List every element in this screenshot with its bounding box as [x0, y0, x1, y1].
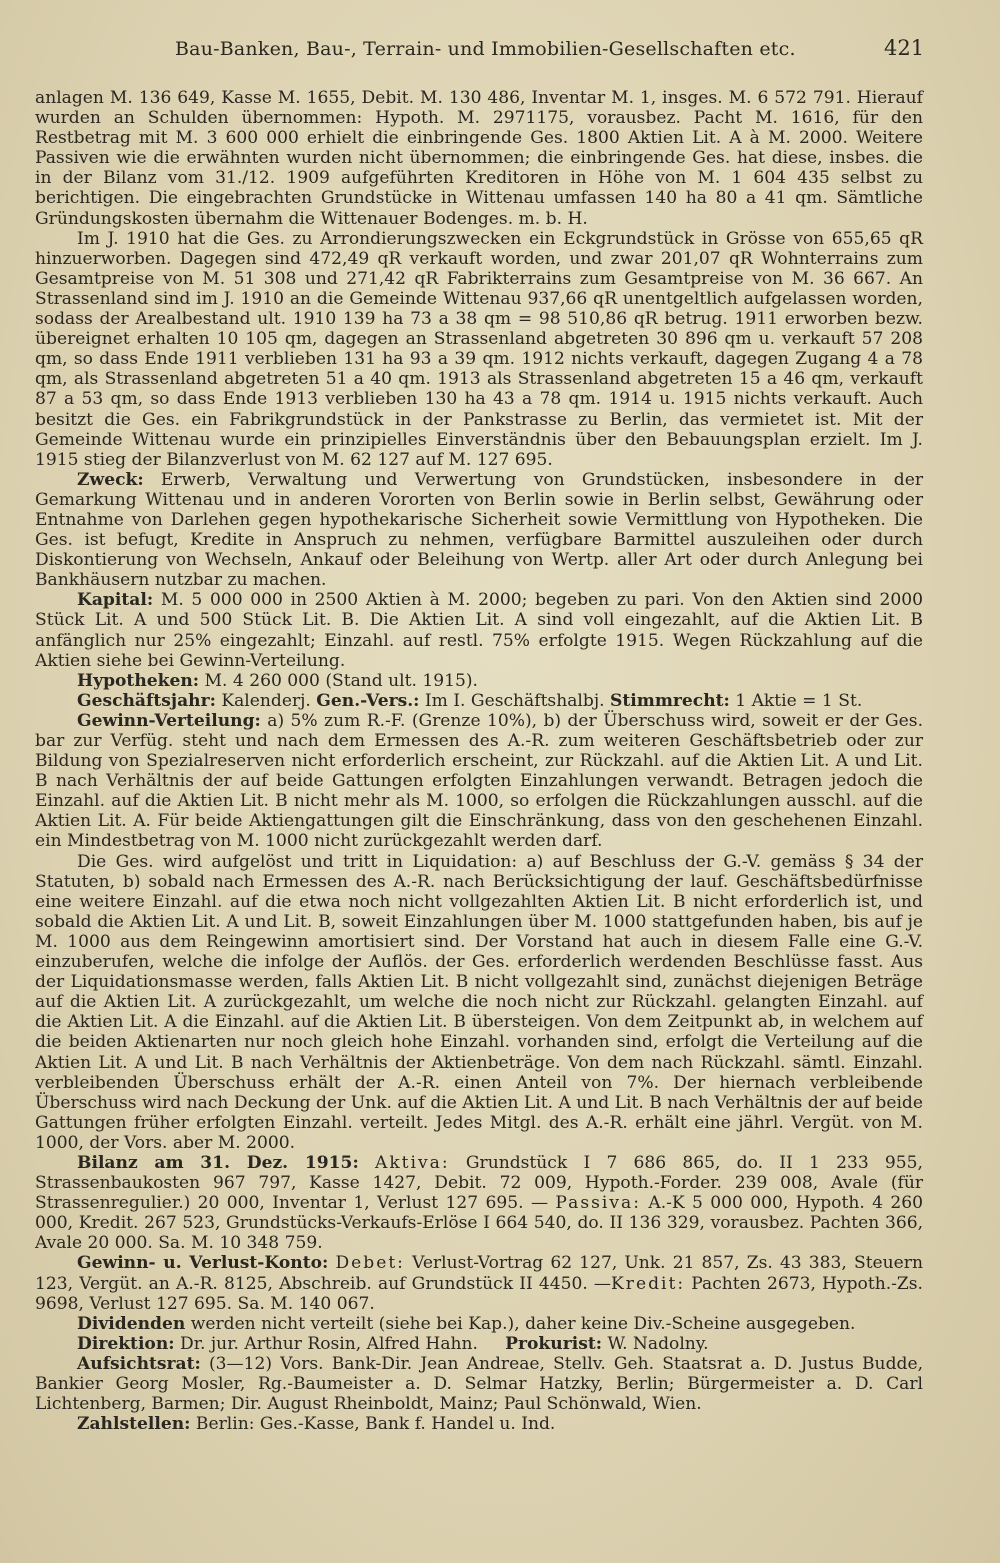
page-header	[0, 36, 1000, 68]
kapital-label: Kapital:	[77, 590, 154, 611]
paragraph-kapital	[35, 590, 923, 670]
paragraph-zweck	[35, 470, 923, 591]
page-number: 421	[884, 36, 925, 60]
zweck-label: Zweck:	[77, 469, 144, 490]
bilanz-passiva-label: Passiva:	[555, 1193, 641, 1214]
paragraph-geschaeftsjahr	[35, 691, 923, 711]
paragraph-direktion	[35, 1334, 923, 1354]
zahlstellen-label: Zahlstellen:	[77, 1414, 191, 1435]
aufsichtsrat-text: (3—12) Vors. Bank-Dir. Jean Andreae, Stellv. Geh. Staatsrat a. D. Justus Budde, Bankier Georg Mosler, Rg.-Baumeister a. D. Selmar Hatzky, Berlin; Bürgermeister a. D. Carl Lichtenberg, Barmen; Dir. August Rheinboldt, Mainz; Paul Schönwald, Wien.	[35, 1353, 923, 1415]
paragraph-aufsichtsrat	[35, 1354, 923, 1414]
prokurist-label: Prokurist:	[505, 1333, 603, 1354]
dividenden-label: Dividenden	[77, 1313, 186, 1334]
hypotheken-text: M. 4 260 000 (Stand ult. 1915).	[204, 670, 478, 691]
hypotheken-label: Hypotheken:	[77, 670, 200, 691]
paragraph-grundbesitz: Im J. 1910 hat die Ges. zu Arrondierungszwecken ein Eckgrundstück in Grösse von 655,65 qR hinzuerworben. Dagegen sind 472,49 qR verkauft worden, und zwar 201,07 qR Wohnterrains zum Gesamtpreise von M. 51 308 und 271,42 qR Fabrikterrains zum Gesamtpreise von M. 36 667. An Strassenland sind im J. 1910 an die Gemeinde Wittenau 937,66 qR unentgeltlich aufgelassen worden, sodass der Arealbestand ult. 1910 139 ha 73 a 38 qm = 98 510,86 qR betrug. 1911 erworben bezw. übereignet erhalten 10 105 qm, dagegen an Strassenland abgetreten 30 896 qm u. verkauft 57 208 qm, so dass Ende 1911 verblieben 131 ha 93 a 39 qm. 1912 nichts verkauft, dagegen Zugang 4 a 78 qm, als Strassenland abgetreten 51 a 40 qm. 1913 als Strassenland abgetreten 15 a 46 qm, verkauft 87 a 53 qm, so dass Ende 1913 verblieben 130 ha 43 a 78 qm. 1914 u. 1915 nichts verkauft. Auch besitzt die Ges. ein Fabrikgrundstück in der Pankstrasse zu Berlin, das vermietet ist. Mit der Gemeinde Wittenau wurde ein prinzipielles Einverständnis über den Bebauungsplan erzielt. Im J. 1915 stieg der Bilanzverlust von M. 62 127 auf M. 127 695.	[35, 228, 923, 470]
bilanz-label: Bilanz am 31. Dez. 1915:	[77, 1152, 359, 1173]
article-body	[35, 88, 923, 1434]
genvers-text: Im I. Geschäftshalbj.	[424, 690, 605, 711]
bilanz-aktiva-label: Aktiva:	[374, 1152, 450, 1173]
zweck-text: Erwerb, Verwaltung und Verwertung von Grundstücken, insbesondere in der Gemarkung Wittenau und in anderen Vororten von Berlin sowie in Berlin selbst, Gewährung oder Entnahme von Darlehen gegen hypothekarische Sicherheit sowie Vermittlung von Hypotheken. Die Ges. ist befugt, Kredite in Anspruch zu nehmen, verfügbare Barmittel auszuleihen oder durch Diskontierung von Wechseln, Ankauf oder Beleihung von Wertp. aller Art oder durch Anlegung bei Bankhäusern nutzbar zu machen.	[35, 469, 924, 591]
guv-debet-label: Debet:	[335, 1253, 405, 1274]
paragraph-gewinn-verlust-konto	[35, 1253, 923, 1313]
direktion-text: Dr. jur. Arthur Rosin, Alfred Hahn.	[180, 1333, 478, 1354]
bilanz-aktiva-text: Grundstück I 7 686 865, do. II 1 233 955, Strassenbaukosten 967 797, Kasse 1427, Debit. 72 009, Hypoth.-Forder. 239 008, Avale (für Strassenregulier.) 20 000, Inventar 1, Verlust 127 695. —	[35, 1152, 923, 1214]
guv-label: Gewinn- u. Verlust-Konto:	[77, 1253, 329, 1274]
paragraph-bilanz	[35, 1153, 923, 1253]
guv-kredit-label: Kredit:	[611, 1273, 686, 1294]
zahlstellen-text: Berlin: Ges.-Kasse, Bank f. Handel u. Ind.	[195, 1414, 556, 1435]
running-title: Bau-Banken, Bau-, Terrain- und Immobilien-Gesellschaften etc.	[175, 38, 796, 60]
guv-kredit-text: Pachten 2673, Hypoth.-Zs. 9698, Verlust 127 695. Sa. M. 140 067.	[35, 1273, 923, 1314]
kapital-text: M. 5 000 000 in 2500 Aktien à M. 2000; begeben zu pari. Von den Aktien sind 2000 Stück Lit. A und 500 Stück Lit. B. Die Aktien Lit. A sind voll eingezahlt, auf die Aktien Lit. B anfänglich nur 25% eingezahlt; Einzahl. auf restl. 75% erfolgte 1915. Wegen Rückzahlung auf die Aktien siehe bei Gewinn-Verteilung.	[35, 590, 924, 671]
geschaeftsjahr-text: Kalenderj.	[221, 690, 311, 711]
stimmrecht-text: 1 Aktie = 1 St.	[735, 690, 863, 711]
guv-debet-text: Verlust-Vortrag 62 127, Unk. 21 857, Zs. 43 383, Steuern 123, Vergüt. an A.-R. 8125, Abschreib. auf Grundstück II 4450. —	[35, 1253, 923, 1294]
paragraph-zahlstellen	[35, 1414, 923, 1434]
gewinn-verteilung-label: Gewinn-Verteilung:	[77, 710, 261, 731]
dividenden-text: werden nicht verteilt (siehe bei Kap.), daher keine Div.-Scheine ausgegeben.	[190, 1313, 856, 1334]
geschaeftsjahr-label: Geschäftsjahr:	[77, 690, 216, 711]
paragraph-einbringung: anlagen M. 136 649, Kasse M. 1655, Debit. M. 130 486, Inventar M. 1, insges. M. 6 572 791. Hierauf wurden an Schulden übernommen: Hypoth. M. 2971175, vorausbez. Pacht M. 1616, für den Restbetrag mit M. 3 600 000 erhielt die einbringende Ges. 1800 Aktien Lit. A à M. 2000. Weitere Passiven wie die erwähnten wurden nicht übernommen; die einbringende Ges. hat diese, insbes. die in der Bilanz vom 31./12. 1909 aufgeführten Kreditoren in Höhe von M. 1 604 435 selbst zu berichtigen. Die eingebrachten Grundstücke in Wittenau umfassen 140 ha 80 a 41 qm. Sämtliche Gründungskosten übernahm die Wittenauer Bodenges. m. b. H.	[35, 88, 923, 229]
paragraph-liquidation: Die Ges. wird aufgelöst und tritt in Liquidation: a) auf Beschluss der G.-V. gemäss § 34 der Statuten, b) sobald nach Ermessen des A.-R. nach Berücksichtigung der lauf. Geschäftsbedürfnisse eine weitere Einzahl. auf die etwa noch nicht vollgezahlten Aktien Lit. B nicht erforderlich ist, und sobald die Aktien Lit. A und Lit. B, soweit Einzahlungen über M. 1000 stattgefunden haben, bis auf je M. 1000 aus dem Reingewinn amortisiert sind. Der Vorstand hat auch in diesem Falle eine G.-V. einzuberufen, welche die infolge der Auflös. der Ges. erforderlich werdenden Beschlüsse fasst. Aus der Liquidationsmasse werden, falls Aktien Lit. B nicht vollgezahlt sind, zunächst diejenigen Beträge auf die Aktien Lit. A zurückgezahlt, um welche die noch nicht zur Rückzahl. gelangten Einzahl. auf die Aktien Lit. A die Einzahl. auf die Aktien Lit. B übersteigen. Von dem Zeitpunkt ab, in welchem auf die beiden Aktienarten nur noch gleich hohe Einzahl. vorhanden sind, erfolgt die Verteilung auf die Aktien Lit. A und Lit. B nach Verhältnis der Aktienbeträge. Von dem nach Rückzahl. sämtl. Einzahl. verbleibenden Überschuss erhält der A.-R. einen Anteil von 7%. Der hiernach verbleibende Überschuss wird nach Deckung der Unk. auf die Aktien Lit. A und Lit. B nach Verhältnis der auf beide Gattungen früher erfolgten Einzahl. verteilt. Jedes Mitgl. des A.-R. erhält eine jährl. Vergüt. von M. 1000, der Vors. aber M. 2000.	[35, 851, 923, 1153]
aufsichtsrat-label: Aufsichtsrat:	[77, 1353, 201, 1374]
direktion-label: Direktion:	[77, 1333, 175, 1354]
gewinn-verteilung-text: a) 5% zum R.-F. (Grenze 10%), b) der Überschuss wird, soweit er der Ges. bar zur Verfüg. steht und nach dem Ermessen des A.-R. zum weiteren Geschäftsbetrieb oder zur Bildung von Spezialreserven nicht erforderlich erscheint, zur Rückzahl. auf die Aktien Lit. A und Lit. B nach Verhältnis der auf beide Gattungen erfolgten Einzahlungen verwandt. Betragen jedoch die Einzahl. auf die Aktien Lit. B nicht mehr als M. 1000, so erfolgen die Rückzahlungen ausschl. auf die Aktien Lit. A. Für beide Aktiengattungen gilt die Einschränkung, dass von den geschehenen Einzahl. ein Mindestbetrag von M. 1000 nicht zurückgezahlt werden darf.	[35, 710, 924, 852]
stimmrecht-label: Stimmrecht:	[610, 690, 730, 711]
genvers-label: Gen.-Vers.:	[316, 690, 420, 711]
paragraph-dividenden	[35, 1314, 923, 1334]
bilanz-passiva-text: A.-K 5 000 000, Hypoth. 4 260 000, Kredit. 267 523, Grundstücks-Verkaufs-Erlöse I 664 540, do. II 136 329, vorausbez. Pachten 366, Avale 20 000. Sa. M. 10 348 759.	[35, 1193, 924, 1254]
prokurist-text: W. Nadolny.	[607, 1333, 709, 1354]
paragraph-hypotheken	[35, 671, 923, 691]
paragraph-gewinn-verteilung	[35, 711, 923, 852]
